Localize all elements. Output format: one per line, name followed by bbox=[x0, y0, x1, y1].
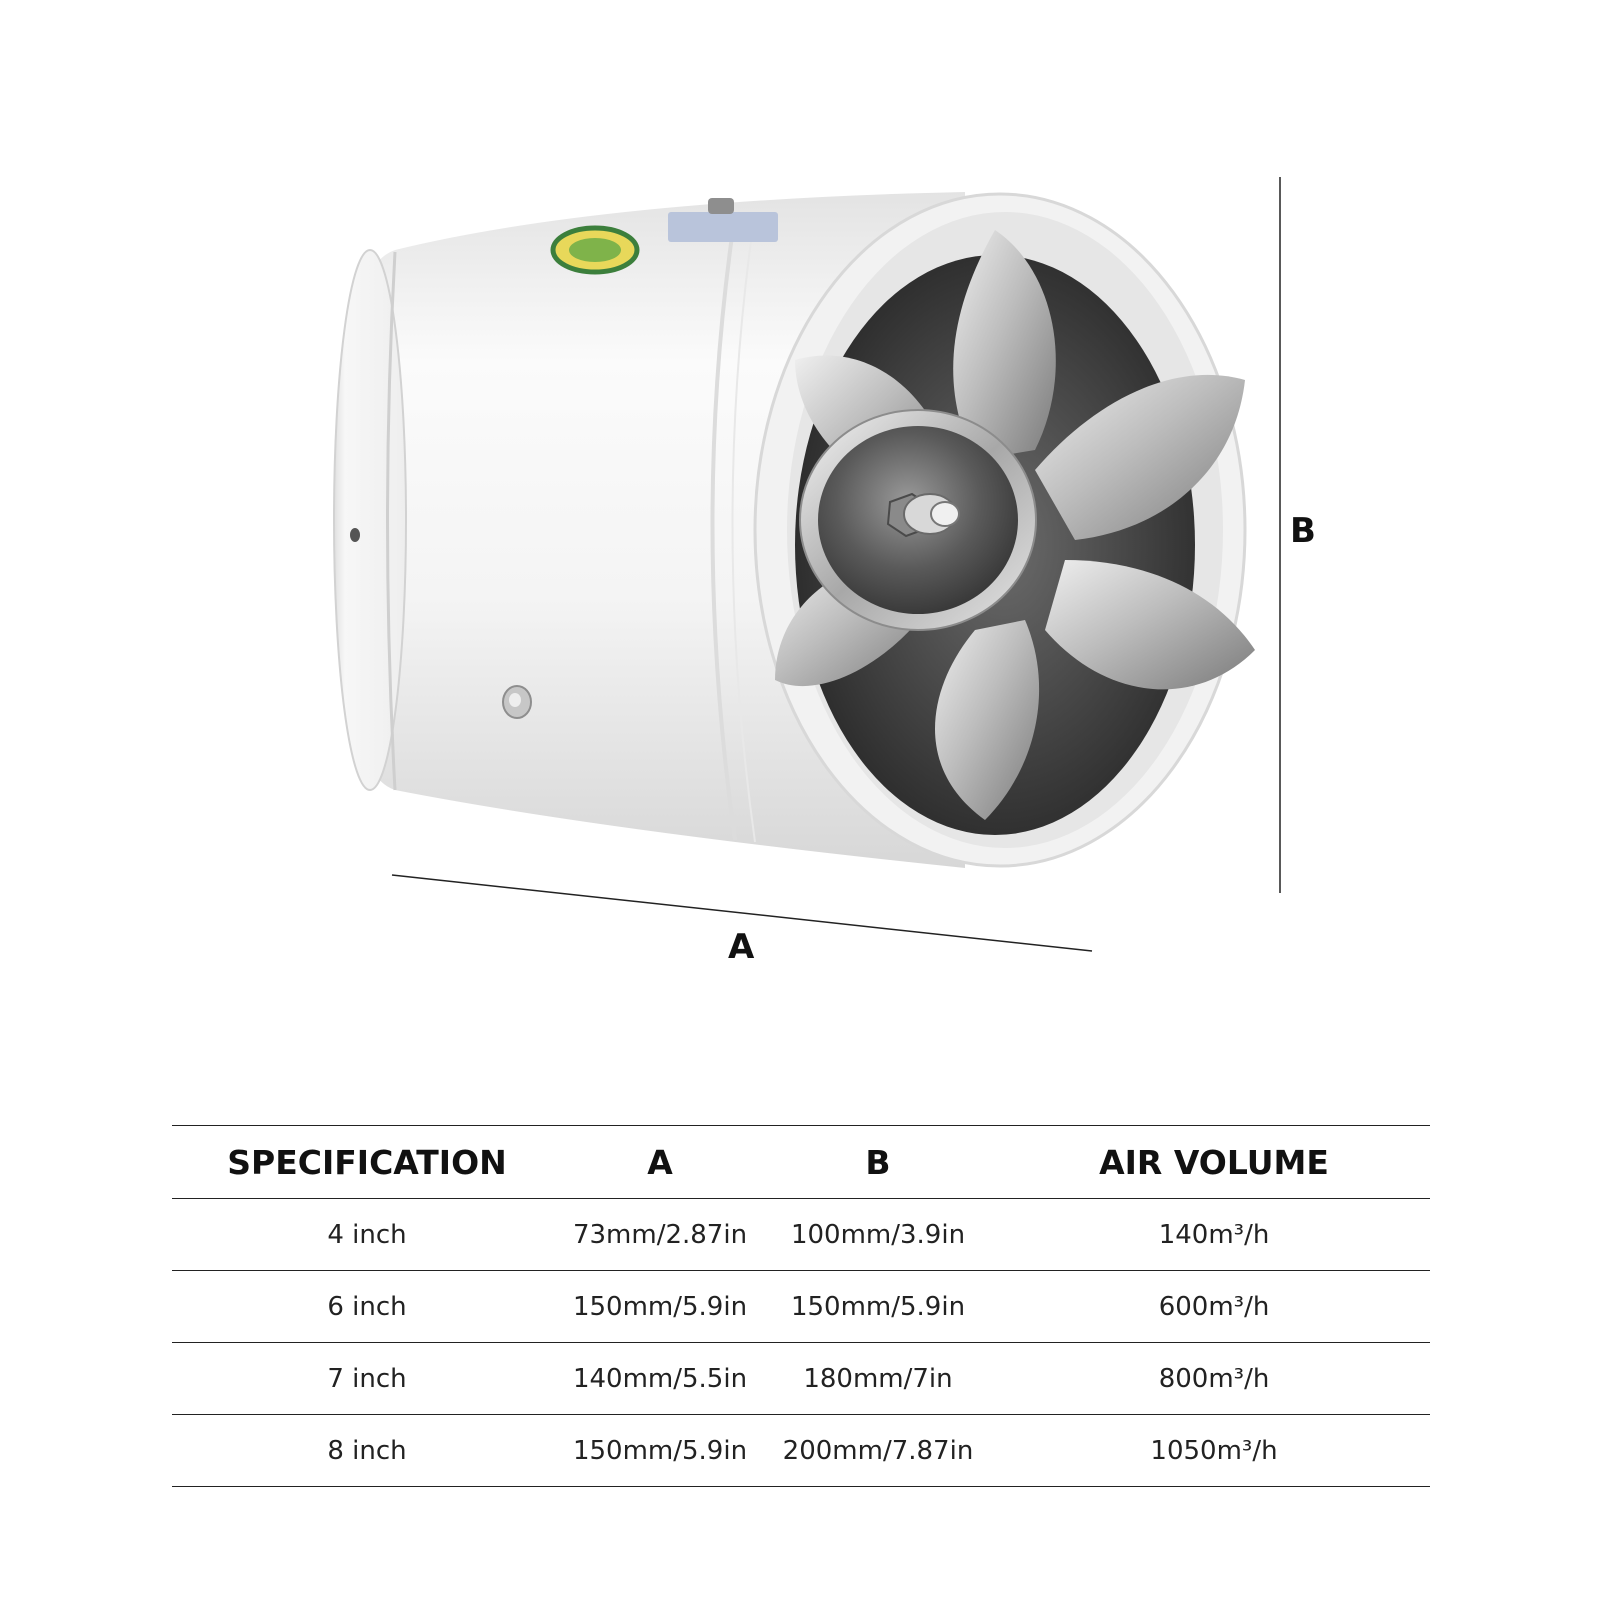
cell-air-volume: 600m³/h bbox=[998, 1271, 1430, 1343]
table-row bbox=[172, 1343, 1430, 1415]
cell-specification: 4 inch bbox=[172, 1199, 562, 1271]
cell-a: 150mm/5.9in bbox=[562, 1415, 758, 1487]
rating-label-icon bbox=[668, 212, 778, 242]
table-row bbox=[172, 1415, 1430, 1487]
cell-specification: 6 inch bbox=[172, 1271, 562, 1343]
header-a: A bbox=[562, 1126, 758, 1199]
header-b: B bbox=[758, 1126, 998, 1199]
specification-table bbox=[172, 1125, 1430, 1487]
cell-air-volume: 140m³/h bbox=[998, 1199, 1430, 1271]
table-row bbox=[172, 1271, 1430, 1343]
dimension-label-a: A bbox=[728, 927, 755, 967]
dimension-label-b: B bbox=[1290, 511, 1316, 551]
cell-specification: 7 inch bbox=[172, 1343, 562, 1415]
table-header-row bbox=[172, 1126, 1430, 1199]
cell-air-volume: 800m³/h bbox=[998, 1343, 1430, 1415]
cell-b: 180mm/7in bbox=[758, 1343, 998, 1415]
cell-specification: 8 inch bbox=[172, 1415, 562, 1487]
cell-a: 140mm/5.5in bbox=[562, 1343, 758, 1415]
header-air-volume: AIR VOLUME bbox=[998, 1126, 1430, 1199]
table-row bbox=[172, 1199, 1430, 1271]
cell-b: 100mm/3.9in bbox=[758, 1199, 998, 1271]
header-specification: SPECIFICATION bbox=[172, 1126, 562, 1199]
cell-a: 150mm/5.9in bbox=[562, 1271, 758, 1343]
cable-gland-icon bbox=[708, 198, 734, 214]
cell-air-volume: 1050m³/h bbox=[998, 1415, 1430, 1487]
cell-b: 150mm/5.9in bbox=[758, 1271, 998, 1343]
fan-hub bbox=[800, 410, 1036, 630]
screw-hole-icon bbox=[350, 528, 360, 542]
cell-a: 73mm/2.87in bbox=[562, 1199, 758, 1271]
cell-b: 200mm/7.87in bbox=[758, 1415, 998, 1487]
